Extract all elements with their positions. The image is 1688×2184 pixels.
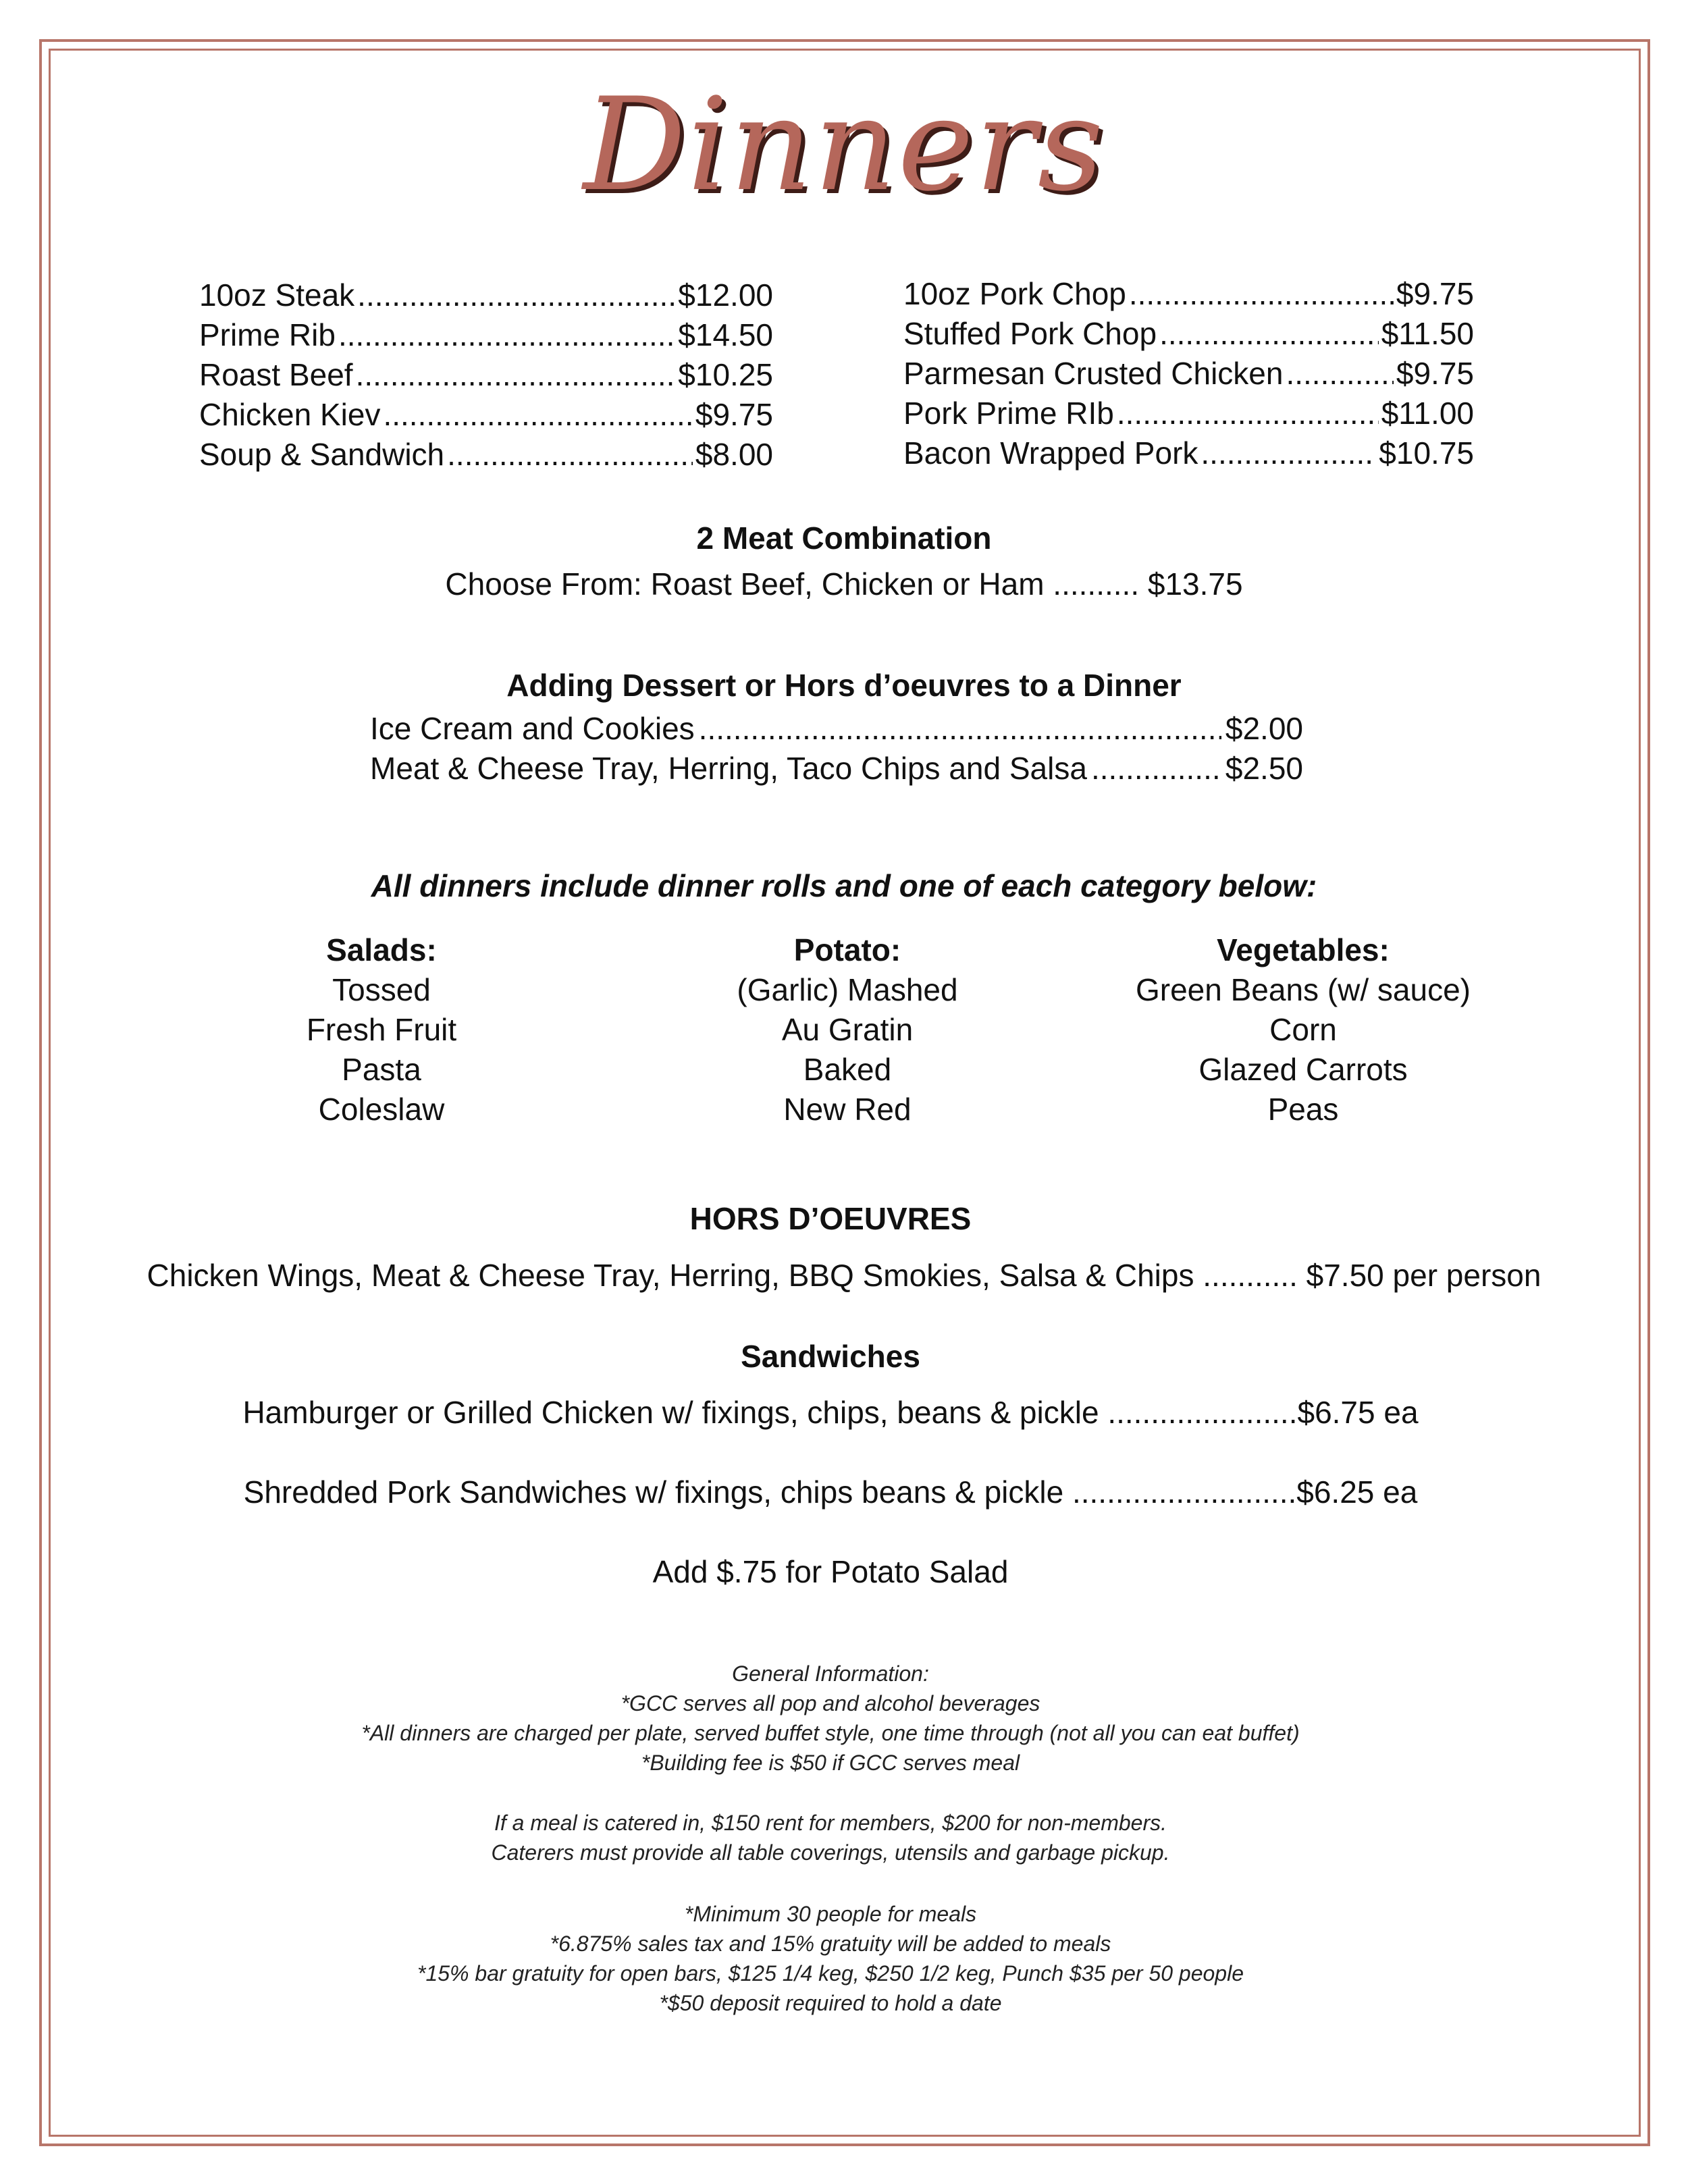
menu-item: Soup & Sandwich ..... $8.00 (199, 435, 773, 475)
potato-heading: Potato: (793, 932, 901, 967)
menu-item: 10oz Steak ..... $12.00 (199, 275, 773, 315)
include-note: All dinners include dinner rolls and one of each category below: (371, 868, 1317, 903)
general-info-group-1 (0, 1659, 1674, 1778)
salad-item: Pasta (342, 1052, 421, 1087)
hors-heading: HORS D’OEUVRES (689, 1201, 972, 1236)
salads-column (246, 930, 517, 1129)
info-line: If a meal is catered in, $150 rent for members, $200 for non-members. (494, 1811, 1167, 1835)
addons-list (370, 709, 1303, 789)
menu-item: 10oz Pork Chop ..... $9.75 (903, 274, 1474, 314)
vegetable-item: Corn (1269, 1012, 1337, 1047)
menu-item: Prime Rib ..... $14.50 (199, 315, 773, 355)
menu-item: Roast Beef ..... $10.25 (199, 355, 773, 395)
info-line: *Building fee is $50 if GCC serves meal (641, 1751, 1020, 1775)
sandwiches-heading: Sandwiches (741, 1339, 920, 1374)
salad-item: Tossed (332, 972, 431, 1007)
salad-item: Coleslaw (318, 1092, 445, 1127)
sandwich-note: Add $.75 for Potato Salad (652, 1554, 1009, 1589)
hors-line: Chicken Wings, Meat & Cheese Tray, Herring, BBQ Smokies, Salsa & Chips ........... $7.50 per person (147, 1258, 1541, 1293)
general-info-group-2 (0, 1808, 1674, 1867)
info-line: *15% bar gratuity for open bars, $125 1/4 keg, $250 1/2 keg, Punch $35 per 50 people (417, 1961, 1244, 1986)
addon-item: Ice Cream and Cookies ..... $2.00 (370, 709, 1303, 749)
info-line: Caterers must provide all table coverings, utensils and garbage pickup. (491, 1840, 1170, 1865)
potato-item: (Garlic) Mashed (737, 972, 958, 1007)
dinners-left-list (199, 275, 773, 475)
potato-item: Baked (803, 1052, 892, 1087)
menu-item: Parmesan Crusted Chicken ..... $9.75 (903, 354, 1474, 394)
vegetables-heading: Vegetables: (1217, 932, 1390, 967)
potato-item: New Red (783, 1092, 912, 1127)
dinners-right-list (903, 274, 1474, 473)
info-line: *6.875% sales tax and 15% gratuity will be added to meals (550, 1932, 1111, 1956)
menu-item: Pork Prime RIb ..... $11.00 (903, 394, 1474, 433)
general-info-group-3 (0, 1899, 1674, 2018)
vegetable-item: Green Beans (w/ sauce) (1135, 972, 1471, 1007)
menu-item: Bacon Wrapped Pork ..... $10.75 (903, 433, 1474, 473)
potato-column (692, 930, 1003, 1129)
info-line: *Minimum 30 people for meals (684, 1902, 977, 1926)
menu-item: Stuffed Pork Chop ..... $11.50 (903, 314, 1474, 354)
combo-heading: 2 Meat Combination (696, 521, 992, 556)
salads-heading: Salads: (326, 932, 437, 967)
menu-item: Chicken Kiev ..... $9.75 (199, 395, 773, 435)
salad-item: Fresh Fruit (306, 1012, 457, 1047)
vegetable-item: Glazed Carrots (1198, 1052, 1408, 1087)
menu-title: Dinners (583, 70, 1105, 219)
potato-item: Au Gratin (781, 1012, 914, 1047)
sandwich-line: Shredded Pork Sandwiches w/ fixings, chips beans & pickle ..........................$6.25 ea (243, 1474, 1418, 1510)
info-line: General Information: (732, 1661, 929, 1686)
vegetable-item: Peas (1267, 1092, 1339, 1127)
combo-line: Choose From: Roast Beef, Chicken or Ham .......... $13.75 (445, 566, 1243, 602)
info-line: *GCC serves all pop and alcohol beverages (621, 1691, 1040, 1715)
addon-item: Meat & Cheese Tray, Herring, Taco Chips and Salsa ..... $2.50 (370, 749, 1303, 789)
sandwich-line: Hamburger or Grilled Chicken w/ fixings, chips, beans & pickle ......................$6.75 ea (242, 1395, 1419, 1430)
vegetables-column (1107, 930, 1499, 1129)
addons-heading: Adding Dessert or Hors d’oeuvres to a Dinner (506, 668, 1182, 703)
info-line: *$50 deposit required to hold a date (659, 1991, 1002, 2015)
info-line: *All dinners are charged per plate, served buffet style, one time through (not all you can eat buffet) (361, 1721, 1300, 1745)
